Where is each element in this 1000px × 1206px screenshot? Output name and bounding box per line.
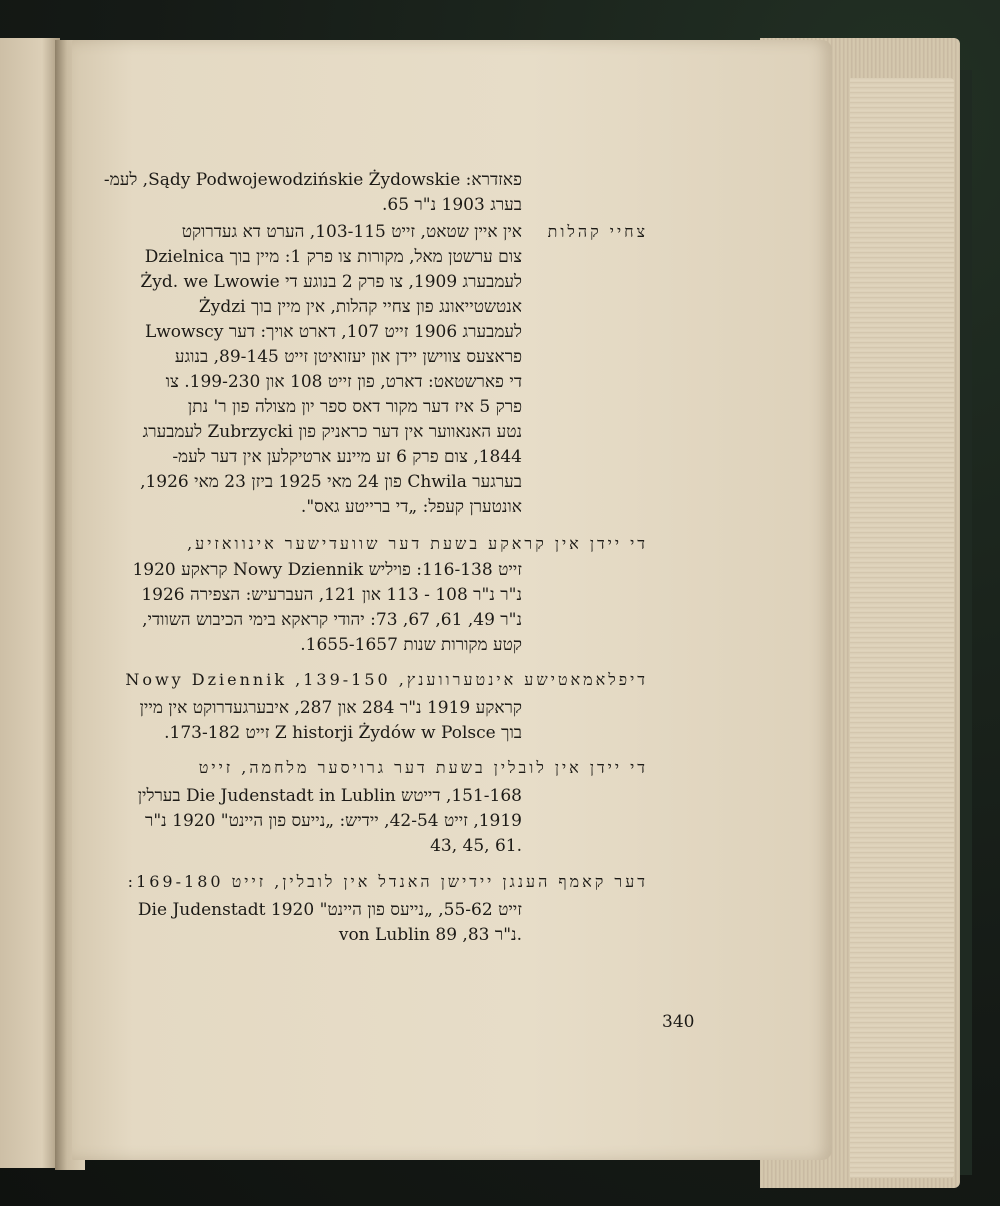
text-line: קטע מקורות שנות 1655-1657.	[300, 635, 522, 655]
text-line: בערג 1903 נ"ר 65.	[381, 195, 522, 215]
page-number: 340	[662, 1012, 695, 1032]
text-line: 151-168, דייטש Die Judenstadt in Lublin בערלין	[137, 786, 522, 806]
page-edges-lower	[850, 78, 954, 1178]
text-line: נטע האנאווער אין דער כראניק פון Zubrzycki לעמבערג	[142, 422, 522, 442]
left-page	[0, 38, 60, 1168]
text-line: Die Judenstadt זייט 55-62, „נייעס פון היינט" 1920	[137, 900, 522, 920]
text-line: זייט 116-138: פויליש Nowy Dziennik קראקע 1920	[132, 560, 522, 580]
text-line: די פארשטאט: דארט, פון זייט 108 און 199-230. צו	[165, 372, 522, 392]
entry-heading: די יידן אין קראקע בשעת דער שוועדישער אינוואזיע,	[187, 534, 648, 553]
text-line: נ"ר נ"ר 108 - 113 און 121, העברעיש: הצפירה 1926	[141, 585, 522, 605]
text-line: פרק 5 איז דער מקור דאס ספר יון מצולה פון ר' נתן	[187, 397, 522, 417]
text-line: 1844, צום פרק 6 זע מיינע ארטיקלען אין דער לעמ-	[172, 447, 522, 467]
text-line: אין איין שטאט, זייט 103-115, הערט דא געדרוקט	[181, 222, 522, 242]
text-line: Żyd. we Lwowie לעמבערג 1909, צו פרק 2 בנוגע די	[140, 272, 522, 292]
text-line: קראקע 1919 נ"ר 284 און 287, איבערגעדרוקט אין מיין	[139, 698, 522, 718]
entry-heading: דיפלאמאטישע אינטערווענץ, 139-150, Nowy Dziennik	[125, 670, 648, 689]
text-line: צום ערשטן מאל, מקורות צו פרק 1: מיין בוך Dzielnica	[144, 247, 522, 267]
entry-heading: די יידן אין לובלין בשעת דער גרויסער מלחמה, זייט	[198, 758, 648, 777]
entry-heading: צחיי קהלות	[547, 222, 648, 241]
text-line: 1919, זייט 42-54, יידיש: „נייעס פון היינט" 1920 נ"ר	[145, 811, 522, 831]
text-line: פראצעס צווישן יידן און יעזואיטן זייט 89-145, בנוגע	[174, 347, 522, 367]
text-line: אנטשטייאונג פון צחיי קהלות, אין מיין בוך Żydzi	[198, 297, 522, 317]
text-line: von Lublin נ"ר 83, 89.	[338, 925, 522, 945]
text-line: 43, 45, 61.	[430, 836, 522, 856]
right-page	[72, 40, 832, 1160]
text-line: נ"ר 49, 61, 67, 73: יהודי קראקא בימי הכיבוש השוודי,	[142, 610, 522, 630]
text-line: בערגער Chwila פון 24 מאי 1925 ביזן 23 מאי 1926,	[140, 472, 522, 492]
text-line: אונטערן קעפל: „די ברייטע גאס".	[300, 497, 522, 517]
entry-heading: דער קאמף הענגן יידישן האנדל אין לובלין, זייט 169-180:	[127, 872, 648, 891]
text-line: פאזדרא: Sądy Podwojewodzińskie Żydowskie, לעמ-	[103, 170, 522, 190]
text-line: Lwowscy לעמבערג 1906 זייט 107, דארט אויך: דער	[144, 322, 522, 342]
text-line: בוך Z historji Żydów w Polsce זייט 173-182.	[164, 723, 522, 743]
